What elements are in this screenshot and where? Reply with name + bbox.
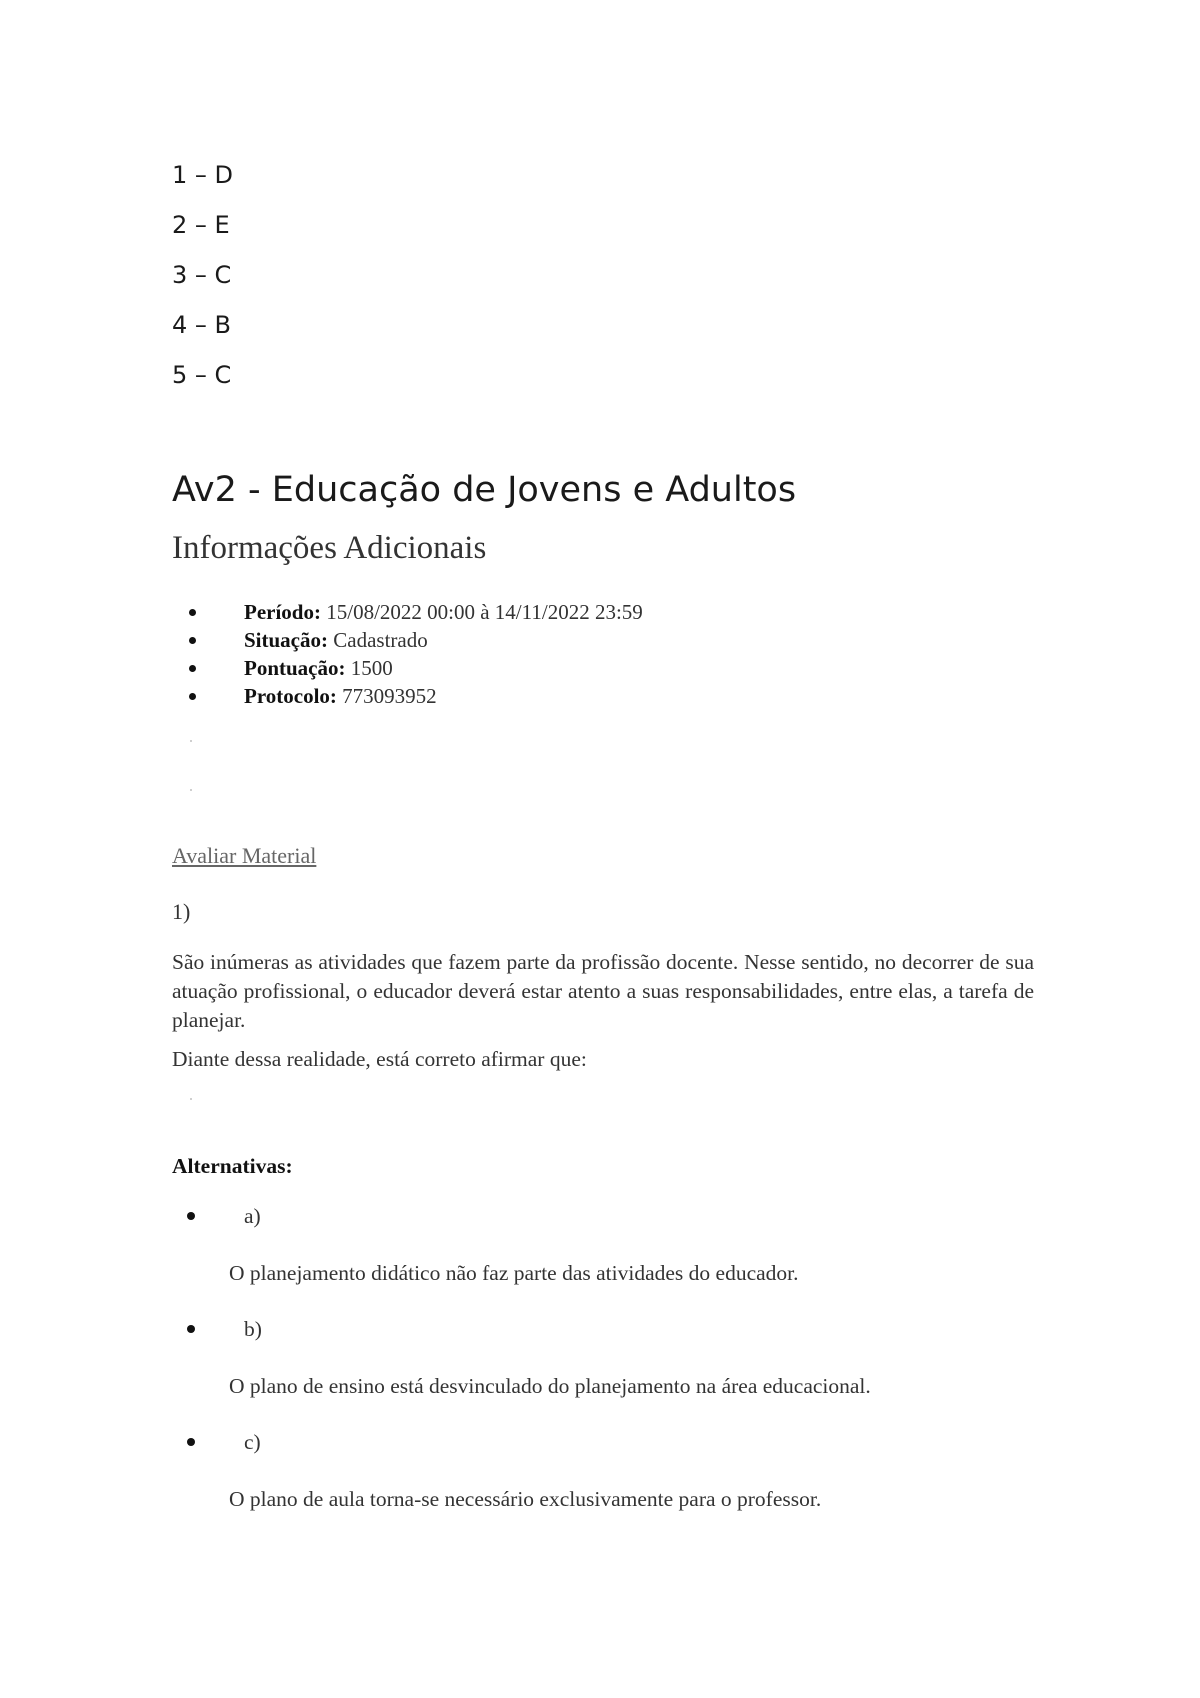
bullet-icon <box>187 1438 195 1446</box>
alternatives-list <box>172 1202 1072 1541</box>
info-value: 1500 <box>350 656 393 680</box>
info-label: Período: <box>244 600 321 624</box>
alternative-a[interactable] <box>172 1202 1072 1315</box>
alternative-letter: c) <box>244 1430 261 1454</box>
info-value: 15/08/2022 00:00 à 14/11/2022 23:59 <box>326 600 643 624</box>
section-subtitle: Informações Adicionais <box>172 530 487 566</box>
alternative-letter: b) <box>244 1317 262 1341</box>
info-item-periodo <box>172 598 643 626</box>
info-label: Situação: <box>244 628 328 652</box>
alternative-c[interactable] <box>172 1428 1072 1541</box>
answer-key-list <box>172 160 233 410</box>
stray-dot <box>190 1098 192 1100</box>
info-item-protocolo <box>172 682 643 710</box>
info-list <box>172 598 643 710</box>
question-text: São inúmeras as atividades que fazem parte da profissão docente. Nesse sentido, no decorrer de sua atuação profissional, o educador deverá estar atento a suas responsabilidades, entre elas, a tarefa de planejar. <box>172 950 1034 1032</box>
stray-dot <box>190 740 192 742</box>
bullet-icon <box>187 1212 195 1220</box>
answer-key-item: 4 – B <box>172 311 231 339</box>
bullet-icon <box>187 1325 195 1333</box>
stray-dot <box>190 789 192 791</box>
info-item-pontuacao <box>172 654 643 682</box>
page-title: Av2 - Educação de Jovens e Adultos <box>172 470 797 510</box>
answer-key-item: 3 – C <box>172 261 232 289</box>
alternative-letter: a) <box>244 1204 261 1228</box>
info-label: Protocolo: <box>244 684 337 708</box>
info-value: Cadastrado <box>333 628 428 652</box>
question-number: 1) <box>172 899 191 924</box>
bullet-icon <box>189 609 196 616</box>
rate-material-link[interactable]: Avaliar Material <box>172 843 317 868</box>
bullet-icon <box>189 693 196 700</box>
alternative-text: O plano de ensino está desvinculado do planejamento na área educacional. <box>229 1374 871 1398</box>
question-prompt: Diante dessa realidade, está correto afirmar que: <box>172 1047 587 1071</box>
answer-key-item: 2 – E <box>172 211 230 239</box>
alternative-b[interactable] <box>172 1315 1072 1428</box>
alternative-text: O plano de aula torna-se necessário exclusivamente para o professor. <box>229 1487 822 1511</box>
info-item-situacao <box>172 626 643 654</box>
alternative-text: O planejamento didático não faz parte das atividades do educador. <box>229 1261 799 1285</box>
alternatives-heading: Alternativas: <box>172 1154 293 1178</box>
info-value: 773093952 <box>342 684 437 708</box>
answer-key-item: 1 – D <box>172 161 234 189</box>
answer-key-item: 5 – C <box>172 361 232 389</box>
bullet-icon <box>189 637 196 644</box>
bullet-icon <box>189 665 196 672</box>
info-label: Pontuação: <box>244 656 346 680</box>
